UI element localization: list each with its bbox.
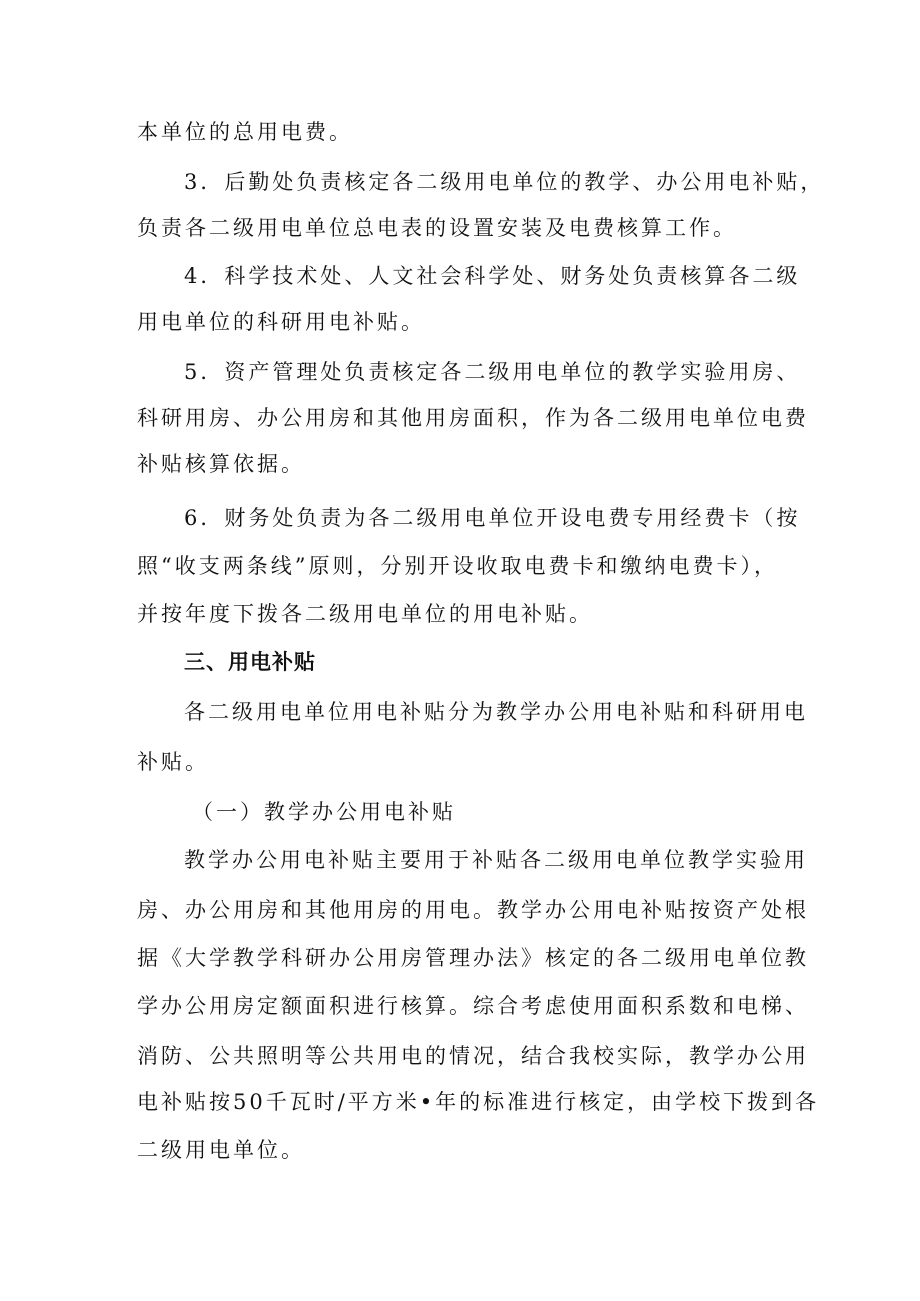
paragraph-line: 据《大学教学科研办公用房管理办法》核定的各二级用电单位教 xyxy=(137,946,809,970)
section-heading: 三、用电补贴 xyxy=(184,650,316,674)
paragraph-line: 负责各二级用电单位总电表的设置安装及电费核算工作。 xyxy=(137,216,737,240)
paragraph-line: 学办公用房定额面积进行核算。综合考虑使用面积系数和电梯、 xyxy=(137,994,809,1018)
paragraph-line: 消防、公共照明等公共用电的情况，结合我校实际，教学办公用 xyxy=(137,1044,809,1068)
paragraph-line: 电补贴按50千瓦时/平方米•年的标准进行核定，由学校下拨到各 xyxy=(137,1090,820,1114)
subsection-heading: （一）教学办公用电补贴 xyxy=(192,800,456,824)
item-3-line: 3．后勤处负责核定各二级用电单位的教学、办公用电补贴， xyxy=(184,170,825,194)
item-6-line: 6．财务处负责为各二级用电单位开设电费专用经费卡（按 xyxy=(184,506,801,530)
paragraph-line: 照“收支两条线”原则，分别开设收取电费卡和缴纳电费卡）， xyxy=(137,554,778,578)
paragraph-line: 各二级用电单位用电补贴分为教学办公用电补贴和科研用电 xyxy=(184,700,808,724)
item-4-line: 4．科学技术处、人文社会科学处、财务处负责核算各二级 xyxy=(184,264,801,288)
item-5-line: 5．资产管理处负责核定各二级用电单位的教学实验用房、 xyxy=(184,360,801,384)
paragraph-line: 二级用电单位。 xyxy=(137,1138,305,1162)
paragraph-line: 房、办公用房和其他用房的用电。教学办公用电补贴按资产处根 xyxy=(137,898,809,922)
paragraph-line: 科研用房、办公用房和其他用房面积，作为各二级用电单位电费 xyxy=(137,406,809,430)
paragraph-line: 补贴核算依据。 xyxy=(137,452,305,476)
paragraph-line: 补贴。 xyxy=(137,750,209,774)
paragraph-line: 本单位的总用电费。 xyxy=(137,120,353,144)
paragraph-line: 并按年度下拨各二级用电单位的用电补贴。 xyxy=(137,602,593,626)
paragraph-line: 用电单位的科研用电补贴。 xyxy=(137,310,425,334)
paragraph-line: 教学办公用电补贴主要用于补贴各二级用电单位教学实验用 xyxy=(184,848,808,872)
